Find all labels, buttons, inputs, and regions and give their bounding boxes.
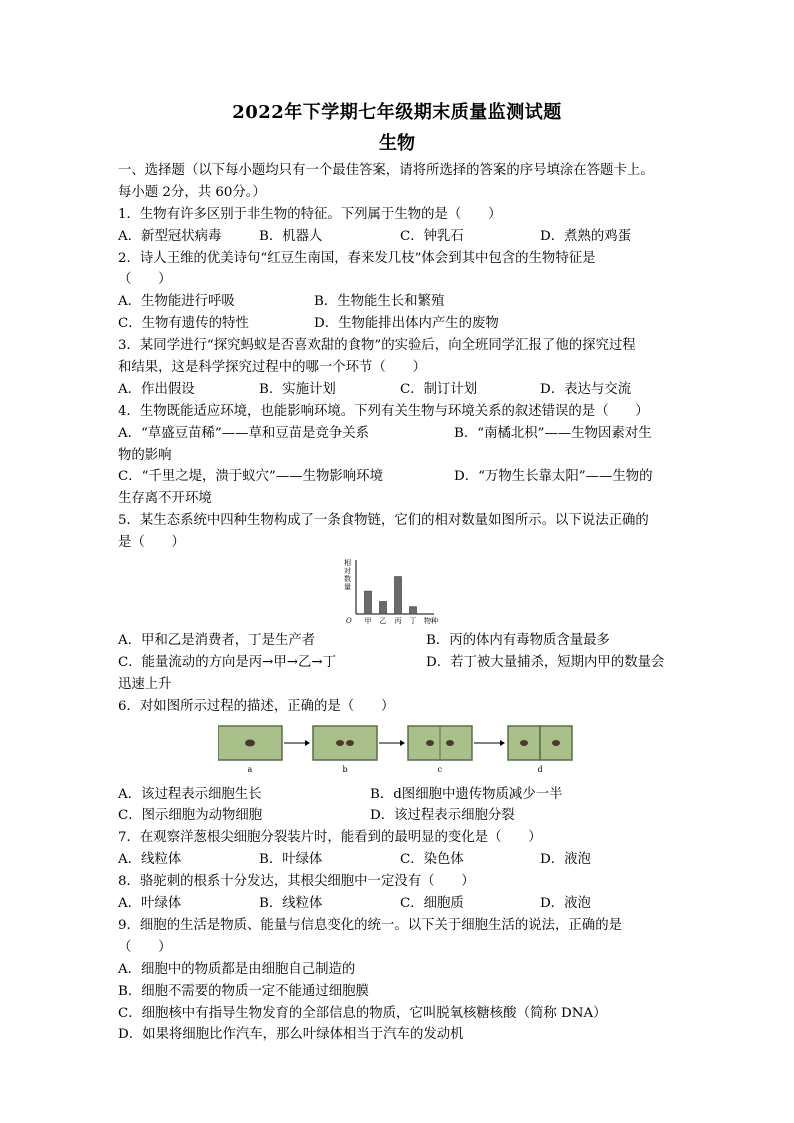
option: C．生物有遗传的特性 (118, 316, 249, 332)
x-tick-label: 丁 (409, 617, 417, 626)
option: C．细胞核中有指导生物发育的全部信息的物质，它叫脱氧核糖核酸（简称 DNA） (118, 1005, 607, 1021)
question-stem: 2．诗人王维的优美诗句“红豆生南国，春来发几枝”体会到其中包含的生物特征是 (118, 250, 596, 266)
option: D．若丁被大量捕杀，短期内甲的数量会 (426, 654, 665, 670)
option: C．钟乳石 (400, 228, 464, 244)
question-stem: 和结果，这是科学探究过程中的哪一个环节（ ） (118, 360, 426, 376)
option: B．机器人 (259, 228, 323, 244)
nucleus (552, 740, 560, 746)
option: C．染色体 (400, 852, 464, 868)
question-stem: 6．对如图所示过程的描述，正确的是（ ） (118, 698, 395, 714)
y-axis-label: 量 (344, 583, 351, 592)
figure-label: c (437, 764, 442, 774)
figure-label: b (342, 764, 348, 774)
option: D．表达与交流 (540, 381, 632, 397)
option: D．“万物生长靠太阳”——生物的 (454, 469, 653, 485)
nucleus (520, 740, 528, 746)
cell-stage-c (408, 726, 472, 760)
food-chain-chart-area (118, 556, 690, 626)
figure-label: d (537, 764, 543, 774)
option: A．作出假设 (118, 381, 195, 397)
option-row (118, 805, 690, 827)
option: C．图示细胞为动物细胞 (118, 808, 263, 824)
option-row (118, 226, 690, 248)
option-continuation: 迅速上升 (118, 676, 172, 692)
section-intro: 一、选择题（以下每小题均只有一个最佳答案，请将所选择的答案的序号填涂在答题卡上。 (118, 163, 654, 178)
x-tick-label: 丙 (394, 617, 402, 626)
question-stem: （ ） (118, 272, 172, 288)
figure-label: a (247, 764, 253, 774)
bar-丁 (410, 607, 417, 614)
option: D．液泡 (540, 852, 591, 868)
nucleus (346, 740, 354, 746)
question-stem: 5．某生态系统中四种生物构成了一条食物链，它们的相对数量如图所示。以下说法正确的 (118, 513, 649, 529)
exam-subject: 生物 (379, 133, 415, 154)
option: A．新型冠状病毒 (118, 228, 222, 244)
cell-division-figure (218, 720, 583, 780)
arrow-head (500, 740, 505, 746)
option: B．实施计划 (259, 381, 336, 397)
question-stem: 7．在观察洋葱根尖细胞分裂装片时，能看到的最明显的变化是（ ） (118, 830, 542, 846)
arrow-head (305, 740, 310, 746)
y-axis-label: 对 (344, 567, 351, 576)
option-continuation: 物的影响 (118, 447, 172, 463)
arrow-head (400, 740, 405, 746)
nucleus (426, 740, 434, 746)
option: B．细胞不需要的物质一定不能通过细胞膜 (118, 983, 369, 999)
origin-label: O (346, 617, 352, 626)
option: D．该过程表示细胞分裂 (370, 808, 515, 824)
question-stem: 4．生物既能适应环境，也能影响环境。下列有关生物与环境关系的叙述错误的是（ ） (118, 403, 649, 419)
cell-body (313, 726, 377, 760)
option: C．制订计划 (400, 381, 478, 397)
question-stem: 8．骆驼刺的根系十分发达，其根尖细胞中一定没有（ ） (118, 874, 475, 890)
option: B．丙的体内有毒物质含量最多 (426, 633, 610, 649)
cell-stage-d (508, 726, 572, 760)
y-axis-label: 数 (344, 575, 351, 584)
option-row (118, 630, 690, 652)
option: B．生物能生长和繁殖 (314, 294, 445, 310)
x-axis-label: 物种 (424, 617, 438, 626)
question-stem: 9．细胞的生活是物质、能量与信息变化的统一。以下关于细胞生活的说法，正确的是 (118, 917, 622, 933)
option: A．甲和乙是消费者，丁是生产者 (118, 633, 316, 649)
exam-title: 2022年下学期七年级期末质量监测试题 (232, 102, 562, 123)
option: A．细胞中的物质都是由细胞自己制造的 (118, 961, 356, 977)
y-axis-label: 相 (344, 559, 351, 568)
option-row (118, 466, 690, 488)
option-row (118, 893, 690, 915)
nucleus (245, 739, 255, 746)
nucleus (336, 740, 344, 746)
option-row (118, 849, 690, 871)
option-row (118, 379, 690, 401)
option: D．生物能排出体内产生的废物 (314, 316, 499, 332)
option: B．叶绿体 (259, 852, 323, 868)
option-row (118, 784, 690, 806)
option: A．生物能进行呼吸 (118, 294, 235, 310)
option: A．该过程表示细胞生长 (118, 786, 262, 802)
nucleus (446, 740, 454, 746)
option: C．能量流动的方向是丙→甲→乙→丁 (118, 654, 336, 670)
option-continuation: 生存离不开环境 (118, 491, 212, 507)
bar-丙 (395, 577, 402, 614)
cell-stage-a (218, 726, 282, 760)
option: D．液泡 (540, 896, 591, 912)
option: C．“千里之堤，溃于蚁穴”——生物影响环境 (118, 469, 383, 485)
section-intro: 每小题 2分，共 60分。） (118, 184, 266, 200)
x-tick-label: 乙 (379, 617, 387, 626)
option: B．线粒体 (259, 896, 323, 912)
option: A．线粒体 (118, 852, 182, 868)
option: C．细胞质 (400, 896, 464, 912)
x-tick-label: 甲 (364, 617, 372, 626)
cell-stage-b (313, 726, 377, 760)
question-stem: （ ） (118, 939, 172, 955)
option-row (118, 313, 690, 335)
exam-content (118, 160, 690, 1046)
option: A．“草盛豆苗稀”——草和豆苗是竞争关系 (118, 425, 370, 441)
option: D．煮熟的鸡蛋 (540, 228, 632, 244)
option-row (118, 652, 690, 674)
option-row (118, 423, 690, 445)
question-stem: 1．生物有许多区别于非生物的特征。下列属于生物的是（ ） (118, 206, 502, 222)
bar-甲 (365, 591, 372, 614)
food-chain-bar-chart (340, 556, 470, 626)
question-stem: 3．某同学进行“探究蚂蚁是否喜欢甜的食物”的实验后，向全班同学汇报了他的探究过程 (118, 338, 636, 354)
option: D．如果将细胞比作汽车，那么叶绿体相当于汽车的发动机 (118, 1027, 464, 1043)
option-row (118, 291, 690, 313)
cell-division-figure-area (118, 720, 690, 780)
option: B．“南橘北枳”——生物因素对生 (454, 425, 652, 441)
option: B．d图细胞中遗传物质减少一半 (370, 786, 563, 802)
question-stem: 是（ ） (118, 535, 185, 551)
option: A．叶绿体 (118, 896, 182, 912)
bar-乙 (380, 602, 387, 614)
